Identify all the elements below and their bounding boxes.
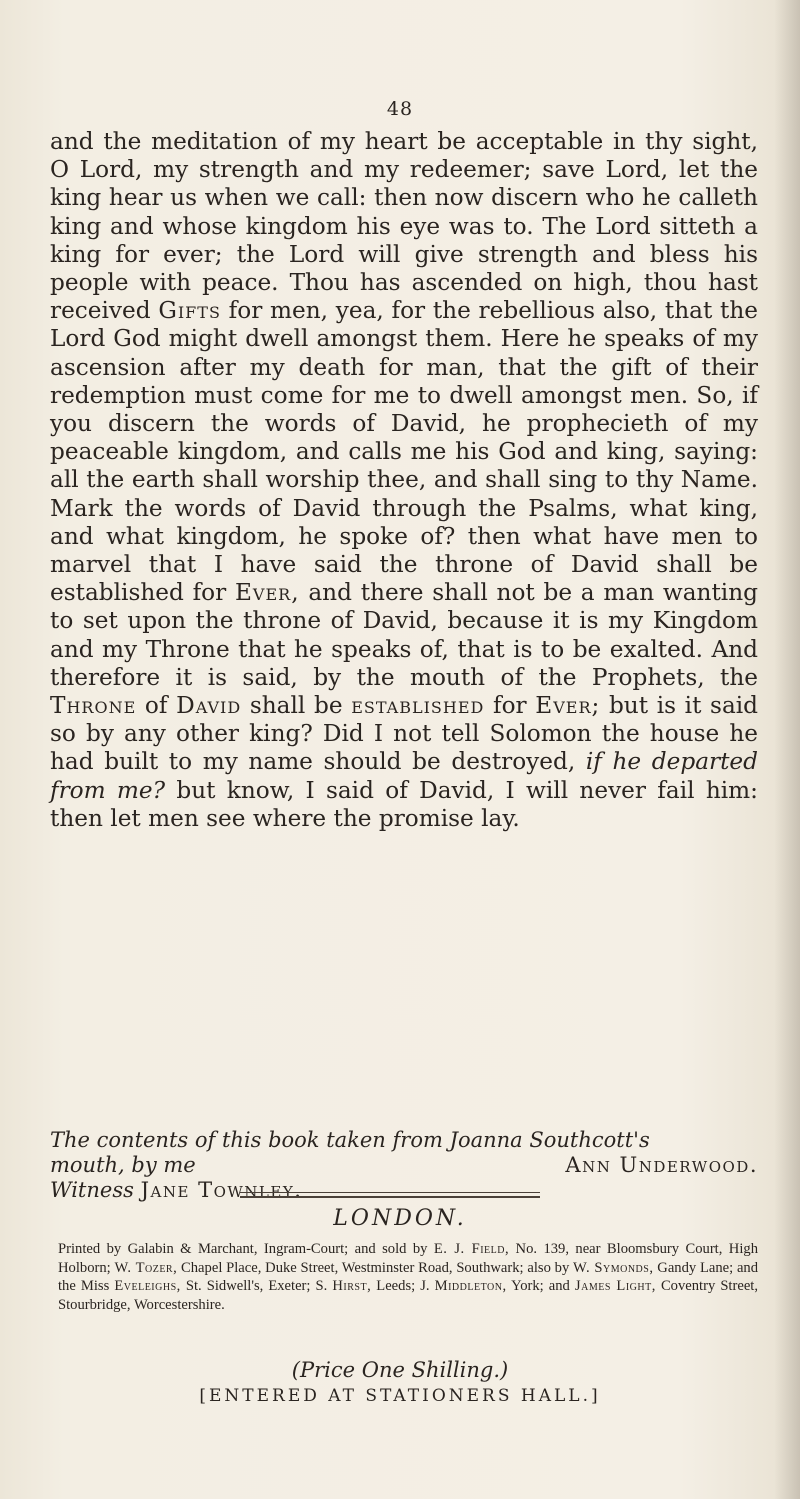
page-number: 48	[386, 98, 414, 120]
price-line: (Price One Shilling.)	[291, 1358, 509, 1382]
page-edge-shadow	[774, 0, 800, 1499]
imprint-text: Printed by Galabin & Marchant, Ingram-Court; and sold by	[58, 1241, 428, 1257]
signer-townley: Jane Townley.	[140, 1178, 303, 1202]
imprint-seller: W. Symonds,	[573, 1259, 654, 1276]
imprint-address: St. Sidwell's, Exeter; S.	[185, 1278, 328, 1295]
imprint-seller: James Light,	[574, 1278, 656, 1295]
imprint-seller: E. J. Field,	[433, 1241, 510, 1257]
throne-small-caps: Throne	[50, 692, 137, 720]
imprint-seller: Hirst,	[332, 1278, 372, 1295]
david-small-caps: David	[176, 692, 242, 720]
attestation-line-1: The contents of this book taken from Joanna Southcott's	[50, 1128, 650, 1152]
body-text-segment: for men, yea, for the rebellious also, that the Lord God might dwell amongst them. Here he speaks of my ascension after my death for man, that the gift of their redemption must come for me to dwell amongst men. So, if you discern the words of David, he prophecieth of my peaceable kingdom, and calls me his God and king, saying: all the earth shall worship thee, and shall sing to thy Name. Mark the words of David through the Psalms, what king, and what kingdom, he spoke of? then what have men to marvel that I have said the throne of David shall be established for	[50, 297, 758, 607]
imprint-seller: Middleton,	[434, 1278, 507, 1295]
divider-rule	[240, 1192, 540, 1193]
imprint-address: Chapel Place, Duke Street, Westminster Road, Southwark; also by	[181, 1259, 570, 1276]
body-text-segment: but know, I said of David, I will never fail him: then let men see where the promise lay.	[50, 776, 758, 832]
gifts-small-caps: Gifts	[158, 297, 221, 325]
divider-rule	[240, 1196, 540, 1198]
body-text	[50, 128, 758, 833]
imprint-address: Coventry Street, Stourbridge, Worcestershire.	[58, 1278, 759, 1313]
imprint-address: No. 139, near Bloomsbury Court, High Holborn;	[58, 1241, 758, 1276]
body-text-segment: of	[144, 692, 168, 720]
entered-stationers-hall: [ENTERED AT STATIONERS HALL.]	[199, 1386, 601, 1406]
body-text-segment: shall be	[249, 692, 343, 720]
attestation-line-2	[50, 1153, 758, 1178]
witness-label: Witness	[50, 1178, 134, 1202]
imprint-seller: W. Tozer,	[114, 1259, 178, 1276]
imprint-seller: Eveleighs,	[114, 1278, 181, 1295]
body-text-segment: but is it said so by any other king? Did I not tell Solomon the house he had built to my name should be destroyed,	[50, 692, 759, 776]
ever-small-caps: Ever,	[235, 579, 300, 607]
body-text-segment: and there shall not be a man wanting to set upon the throne of David, because it is my Kingdom and my Throne that he speaks of, that is to be exalted. And therefore it is said, by the mouth of the Prophets, the	[50, 579, 759, 691]
ever-small-caps: Ever;	[535, 692, 601, 720]
imprint-address: Leeds; J.	[376, 1278, 430, 1295]
body-paragraph	[50, 128, 758, 833]
established-small-caps: established	[351, 692, 485, 720]
imprint-place: LONDON.	[333, 1206, 467, 1231]
body-text-segment: for	[492, 692, 527, 720]
witness-line	[50, 1178, 758, 1203]
imprint-block	[58, 1240, 758, 1314]
imprint-address: Gandy Lane; and the Miss	[58, 1259, 759, 1295]
body-text-segment: and the meditation of my heart be acceptable in thy sight, O Lord, my strength and my redeemer; save Lord, let the king hear us when we call: then now discern who he calleth king and whose kingdom his eye was to. The Lord sitteth a king for ever; the Lord will give strength and bless his people with peace. Thou has ascended on high, thou hast received	[50, 128, 758, 325]
italic-clause: if he departed from me?	[50, 748, 758, 804]
attestation-prefix: mouth, by me	[50, 1153, 196, 1177]
signer-underwood: Ann Underwood.	[565, 1153, 758, 1177]
imprint-address: York; and	[511, 1278, 570, 1295]
